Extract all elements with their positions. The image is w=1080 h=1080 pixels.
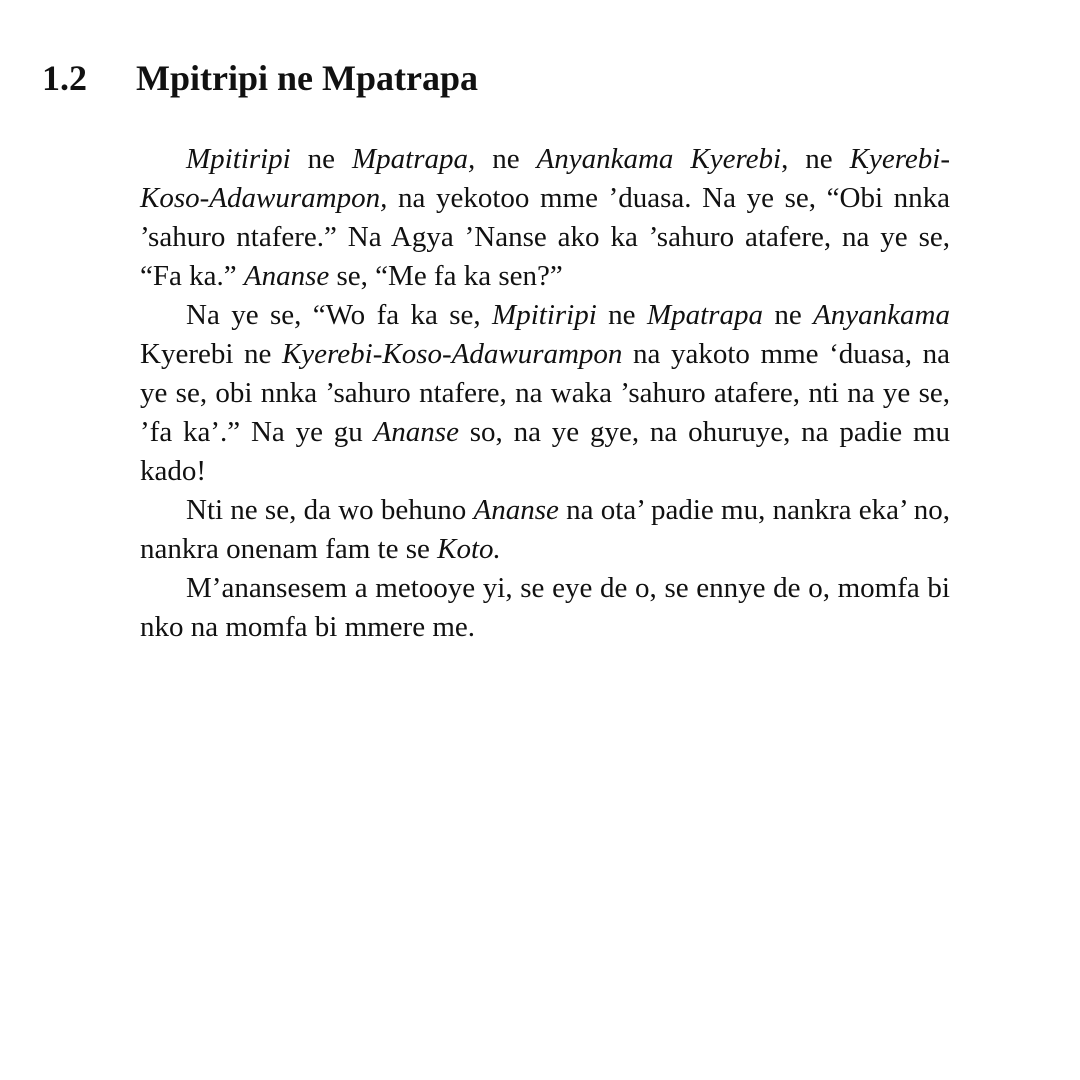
story-span: Ananse — [473, 494, 559, 526]
story-span: na yekotoo mme ’duasa. Na ye se, “Obi nnka ’sahuro ntafere.” Na Agya ’Nanse ako ka ’sahuro atafere, na ye se, “Fa ka.” — [140, 182, 950, 292]
story-span: Mpatrapa, — [352, 143, 476, 175]
story-span: ne — [596, 299, 647, 331]
section-title: Mpitripi ne Mpatrapa — [136, 58, 478, 98]
story-span: Anyankama — [813, 299, 950, 331]
paragraph — [140, 569, 950, 647]
story-span: ne — [475, 143, 537, 175]
story-span: Anyankama Kyerebi — [536, 143, 782, 175]
story-text — [140, 140, 950, 647]
story-span: ne — [290, 143, 352, 175]
story-span: Nti ne se, da wo behuno — [186, 494, 474, 526]
section-heading — [42, 52, 478, 104]
story-span: Mpitiripi — [492, 299, 597, 331]
story-span: Mpatrapa — [646, 299, 763, 331]
story-span: , ne — [781, 143, 850, 175]
story-span: Kyerebi ne — [140, 338, 282, 370]
story-span: Ananse — [243, 260, 330, 292]
story-span: na yakoto mme ‘duasa, na ye se, obi nnka ’sahuro ntafere, na waka ’sahuro atafere, nti na ye se, ’fa ka’.” Na ye gu — [140, 338, 950, 448]
paragraph — [140, 491, 950, 569]
story-span: M’anansesem a metooye yi, se eye de o, se ennye de o, momfa bi nko na momfa bi mmere me. — [140, 572, 950, 643]
story-span: Ananse — [373, 416, 459, 448]
story-span: Kyerebi-Koso-Adawurampon, — [140, 143, 950, 214]
story-span: Na ye se, “Wo fa ka se, — [186, 299, 493, 331]
story-span: so, na ye gye, na ohuruye, na padie mu kado! — [140, 416, 951, 487]
story-span: ne — [762, 299, 814, 331]
paragraph — [140, 140, 950, 296]
section-number: 1.2 — [42, 58, 87, 98]
story-span: Koto. — [437, 533, 501, 565]
story-span: Mpitiripi — [186, 143, 291, 175]
story-span: na ota’ padie mu, nankra eka’ no, nankra onenam fam te se — [140, 494, 950, 565]
paragraph — [140, 296, 950, 491]
story-span: se, “Me fa ka sen?” — [329, 260, 563, 292]
story-span: Kyerebi-Koso-Adawurampon — [281, 338, 623, 370]
